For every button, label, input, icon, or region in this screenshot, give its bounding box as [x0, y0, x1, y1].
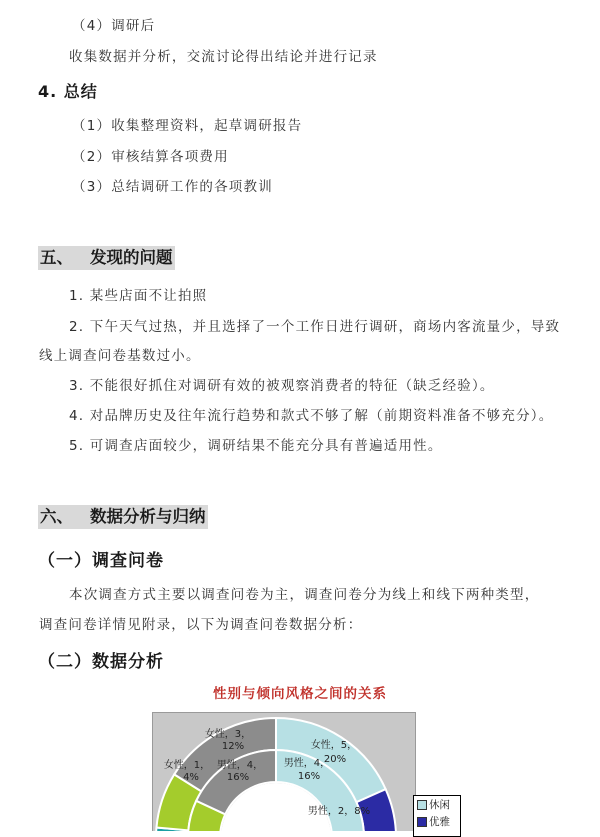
legend-label-casual: 休闲	[429, 799, 450, 811]
legend-swatch-casual	[417, 800, 427, 810]
problem-5: 5. 可调查店面较少，调研结果不能充分具有普遍适用性。	[69, 438, 443, 454]
step4-title: （4）调研后	[72, 18, 156, 34]
chart-title: 性别与倾向风格之间的关系	[213, 686, 387, 702]
data-label-female-5-line2: 20%	[323, 754, 347, 765]
legend-swatch-elegant	[417, 817, 427, 827]
summary-heading: 4. 总结	[38, 82, 98, 101]
subsection-1-title: （一）调查问卷	[38, 551, 164, 571]
section-6-text: 数据分析与归纳	[90, 507, 206, 526]
chart-legend	[413, 795, 461, 837]
data-label-male-4b-line2: 16%	[297, 771, 321, 782]
data-label-female-5-line1: 女性，5，	[310, 740, 358, 751]
problem-2: 2. 下午天气过热，并且选择了一个工作日进行调研，商场内客流量少，导致	[69, 319, 561, 335]
section-5-title	[38, 246, 175, 270]
section-5-text: 发现的问题	[90, 248, 173, 267]
problem-2-cont: 线上调查问卷基数过小。	[39, 348, 201, 364]
survey-text-2: 调查问卷详情见附录，以下为调查问卷数据分析：	[39, 617, 363, 633]
section-6-number: 六、	[40, 507, 73, 526]
summary-item-2: （2）审核结算各项费用	[72, 149, 229, 165]
data-label-female-1-line1: 女性，1，	[163, 760, 211, 771]
subsection-2-title: （二）数据分析	[38, 652, 164, 672]
section-6-title	[38, 505, 208, 529]
problem-4: 4. 对品牌历史及往年流行趋势和款式不够了解（前期资料准备不够充分）。	[69, 408, 554, 424]
summary-item-1: （1）收集整理资料，起草调研报告	[72, 118, 303, 134]
data-label-female-3-line1: 女性，3，	[204, 729, 252, 740]
problem-1: 1. 某些店面不让拍照	[69, 288, 208, 304]
data-label-male-4a-line2: 16%	[226, 772, 250, 783]
problem-3: 3. 不能很好抓住对调研有效的被观察消费者的特征（缺乏经验）。	[69, 378, 495, 394]
survey-text-1: 本次调查方式主要以调查问卷为主，调查问卷分为线上和线下两种类型，	[69, 587, 540, 603]
data-label-male-4b-line1: 男性，4，	[283, 758, 331, 769]
section-5-number: 五、	[40, 248, 73, 267]
data-label-male-4a-line1: 男性，4，	[216, 760, 264, 771]
donut-chart-svg	[153, 713, 415, 831]
data-label-female-3-line2: 12%	[221, 741, 245, 752]
donut-chart	[152, 712, 416, 831]
data-label-male-2: 男性，2，8%	[307, 806, 371, 817]
data-label-female-1-line2: 4%	[183, 772, 199, 783]
summary-item-3: （3）总结调研工作的各项教训	[72, 179, 273, 195]
legend-label-elegant: 优雅	[429, 816, 450, 828]
legend-item-elegant	[417, 815, 460, 830]
step4-text: 收集数据并分析，交流讨论得出结论并进行记录	[69, 49, 378, 65]
legend-item-casual	[417, 798, 460, 813]
